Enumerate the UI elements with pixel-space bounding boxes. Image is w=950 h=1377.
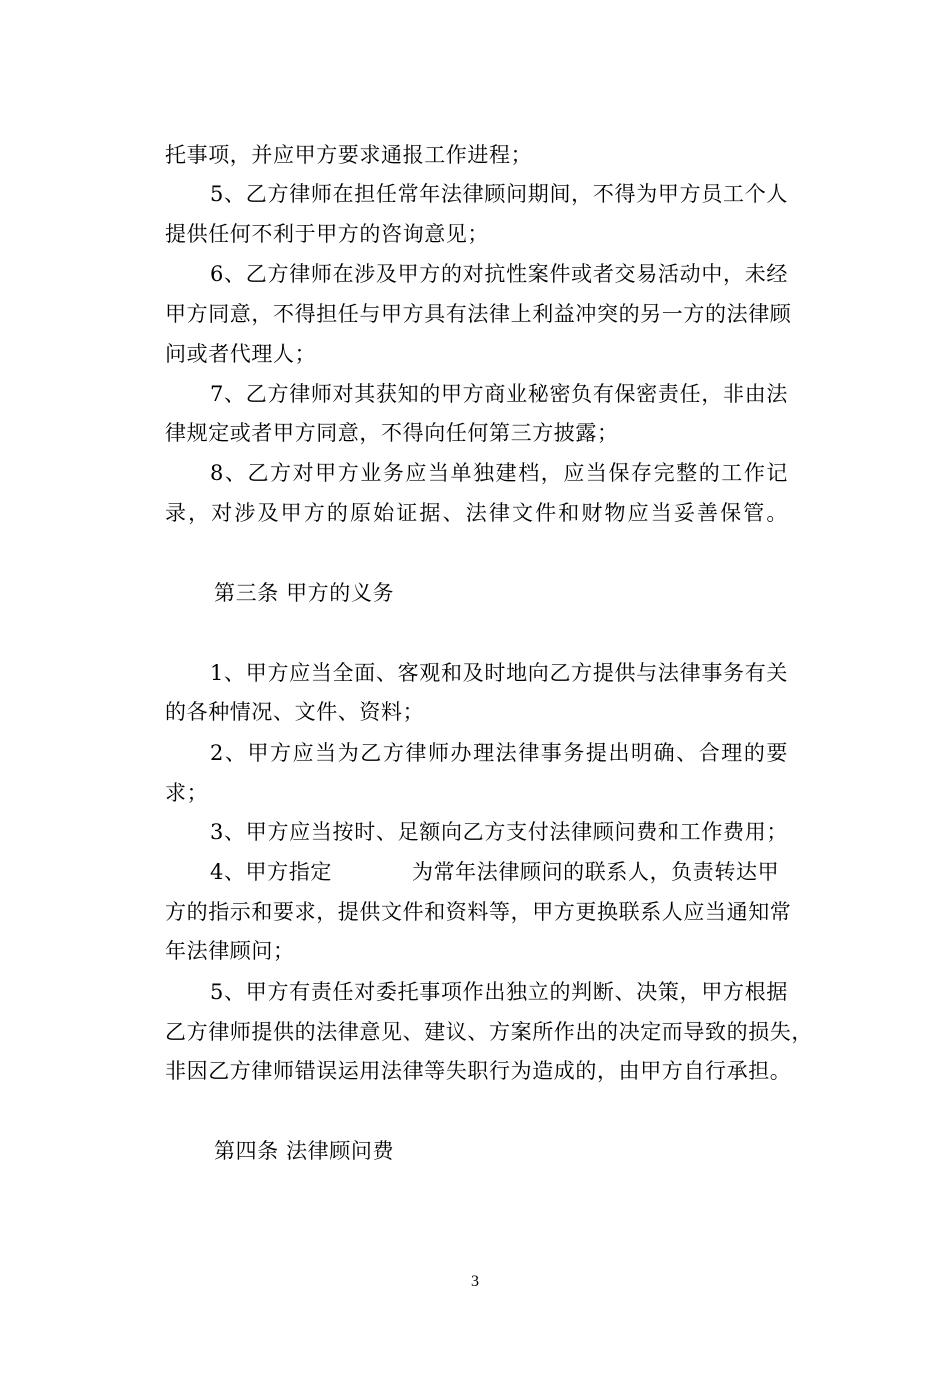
paragraph-line: 的各种情况、文件、资料； bbox=[165, 700, 425, 724]
paragraph-line: 2、甲方应当为乙方律师办理法律事务提出明确、合理的要 bbox=[210, 741, 788, 765]
paragraph-line: 3、甲方应当按时、足额向乙方支付法律顾问费和工作费用； bbox=[210, 820, 788, 844]
paragraph-line: 年法律顾问； bbox=[165, 939, 295, 963]
paragraph-line: 托事项，并应甲方要求通报工作进程； bbox=[165, 143, 533, 167]
paragraph-line: 律规定或者甲方同意，不得向任何第三方披露； bbox=[165, 421, 619, 445]
line-start-text: 4、甲方指定 bbox=[210, 860, 332, 884]
paragraph-line: 提供任何不利于甲方的咨询意见； bbox=[165, 222, 489, 246]
paragraph-line: 7、乙方律师对其获知的甲方商业秘密负有保密责任，非由法 bbox=[210, 382, 788, 406]
paragraph-line: 求； bbox=[165, 781, 209, 805]
page-number: 3 bbox=[471, 1273, 479, 1290]
section-heading-article-3: 第三条 甲方的义务 bbox=[214, 581, 395, 605]
paragraph-line: 5、乙方律师在担任常年法律顾问期间，不得为甲方员工个人 bbox=[210, 182, 788, 206]
paragraph-line: 1、甲方应当全面、客观和及时地向乙方提供与法律事务有关 bbox=[210, 661, 788, 685]
paragraph-line: 乙方律师提供的法律意见、建议、方案所作出的决定而导致的损失， bbox=[165, 1020, 813, 1044]
paragraph-line: 录，对涉及甲方的原始证据、法律文件和财物应当妥善保管。 bbox=[165, 501, 788, 525]
paragraph-line: 6、乙方律师在涉及甲方的对抗性案件或者交易活动中，未经 bbox=[210, 262, 788, 286]
paragraph-line: 非因乙方律师错误运用法律等失职行为造成的，由甲方自行承担。 bbox=[165, 1059, 792, 1083]
paragraph-line: 8、乙方对甲方业务应当单独建档，应当保存完整的工作记 bbox=[210, 461, 788, 485]
section-heading-article-4: 第四条 法律顾问费 bbox=[214, 1139, 395, 1163]
paragraph-line: 5、甲方有责任对委托事项作出独立的判断、决策，甲方根据 bbox=[210, 980, 788, 1004]
paragraph-line: 甲方同意，不得担任与甲方具有法律上利益冲突的另一方的法律顾 bbox=[165, 302, 792, 326]
line-end-text: 为常年法律顾问的联系人，负责转达甲 bbox=[411, 860, 780, 884]
paragraph-line: 方的指示和要求，提供文件和资料等，甲方更换联系人应当通知常 bbox=[165, 900, 792, 924]
paragraph-line: 问或者代理人； bbox=[165, 342, 317, 366]
paragraph-line-with-blank bbox=[210, 852, 788, 892]
